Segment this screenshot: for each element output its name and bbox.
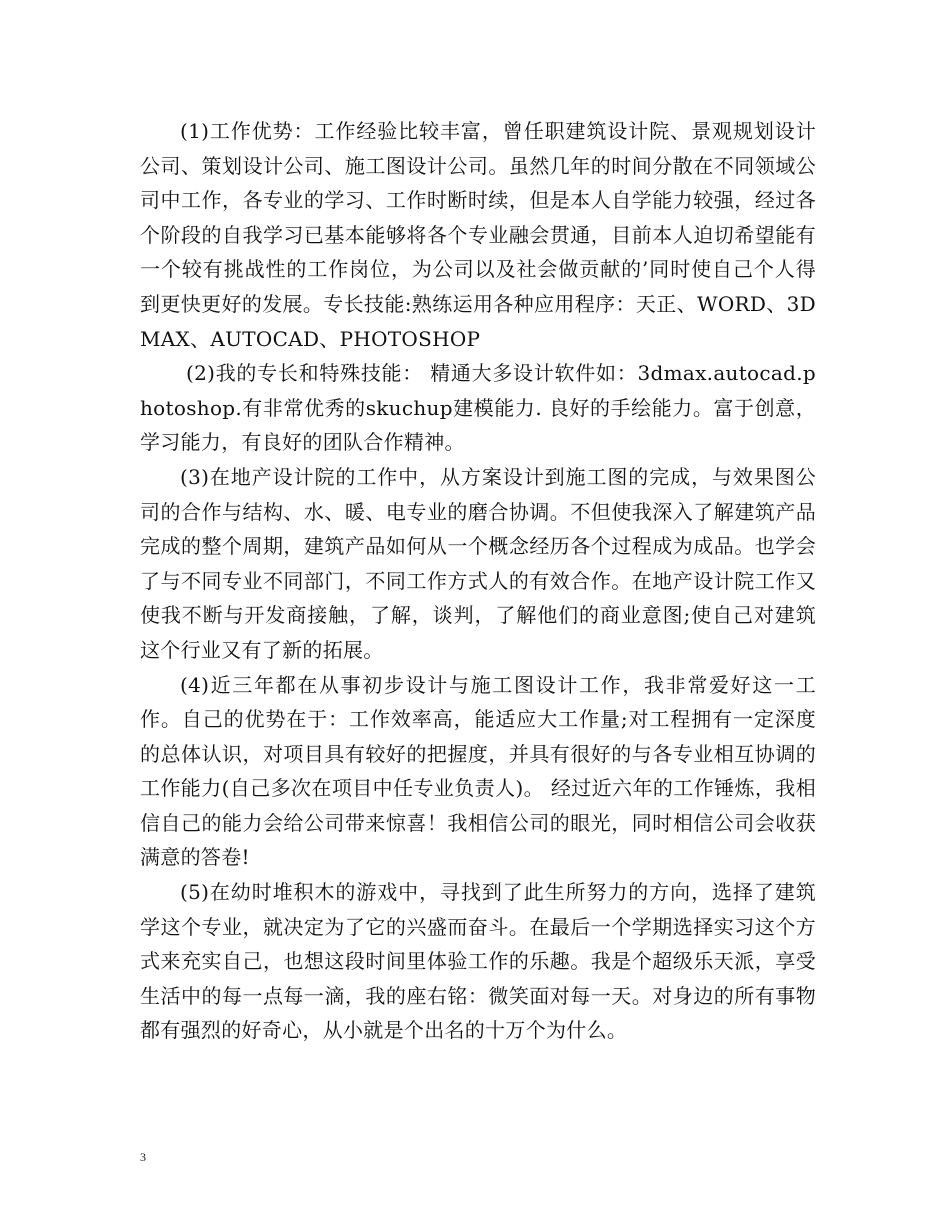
page-number: 3 [140,1150,146,1164]
paragraph-5: (5)在幼时堆积木的游戏中，寻找到了此生所努力的方向，选择了建筑学这个专业，就决定为了它的兴盛而奋斗。在最后一个学期选择实习这个方式来充实自己，也想这段时间里体验工作的乐趣。我是个超级乐天派，享受生活中的每一点每一滴，我的座右铭：微笑面对每一天。对身边的所有事物都有强烈的好奇心，从小就是个出名的十万个为什么。 [140,880,816,1043]
paragraph-2: (2)我的专长和特殊技能： 精通大多设计软件如：3dmax.autocad.photoshop.有非常优秀的skuchup建模能力. 良好的手绘能力。富于创意，学习能力，有良好的团队合作精神。 [140,361,816,455]
paragraph-1: (1)工作优势：工作经验比较丰富，曾任职建筑设计院、景观规划设计公司、策划设计公司、施工图设计公司。虽然几年的时间分散在不同领域公司中工作，各专业的学习、工作时断时续，但是本人自学能力较强，经过各个阶段的自我学习已基本能够将各个专业融会贯通，目前本人迫切希望能有一个较有挑战性的工作岗位，为公司以及社会做贡献的’同时使自己个人得到更快更好的发展。专长技能:熟练运用各种应用程序：天正、WORD、3DMAX、AUTOCAD、PHOTOSHOP [140,119,816,351]
paragraph-4: (4)近三年都在从事初步设计与施工图设计工作，我非常爱好这一工作。自己的优势在于：工作效率高，能适应大工作量;对工程拥有一定深度的总体认识，对项目具有较好的把握度，并具有很好的与各专业相互协调的工作能力(自己多次在项目中任专业负责人)。 经过近六年的工作锤炼，我相信自己的能力会给公司带来惊喜！我相信公司的眼光，同时相信公司会收获满意的答卷! [140,672,816,870]
document-body [140,114,816,1048]
paragraph-3: (3)在地产设计院的工作中，从方案设计到施工图的完成，与效果图公司的合作与结构、水、暖、电专业的磨合协调。不但使我深入了解建筑产品完成的整个周期，建筑产品如何从一个概念经历各个过程成为成品。也学会了与不同专业不同部门，不同工作方式人的有效合作。在地产设计院工作又使我不断与开发商接触，了解，谈判，了解他们的商业意图;使自己对建筑这个行业又有了新的拓展。 [140,464,816,662]
